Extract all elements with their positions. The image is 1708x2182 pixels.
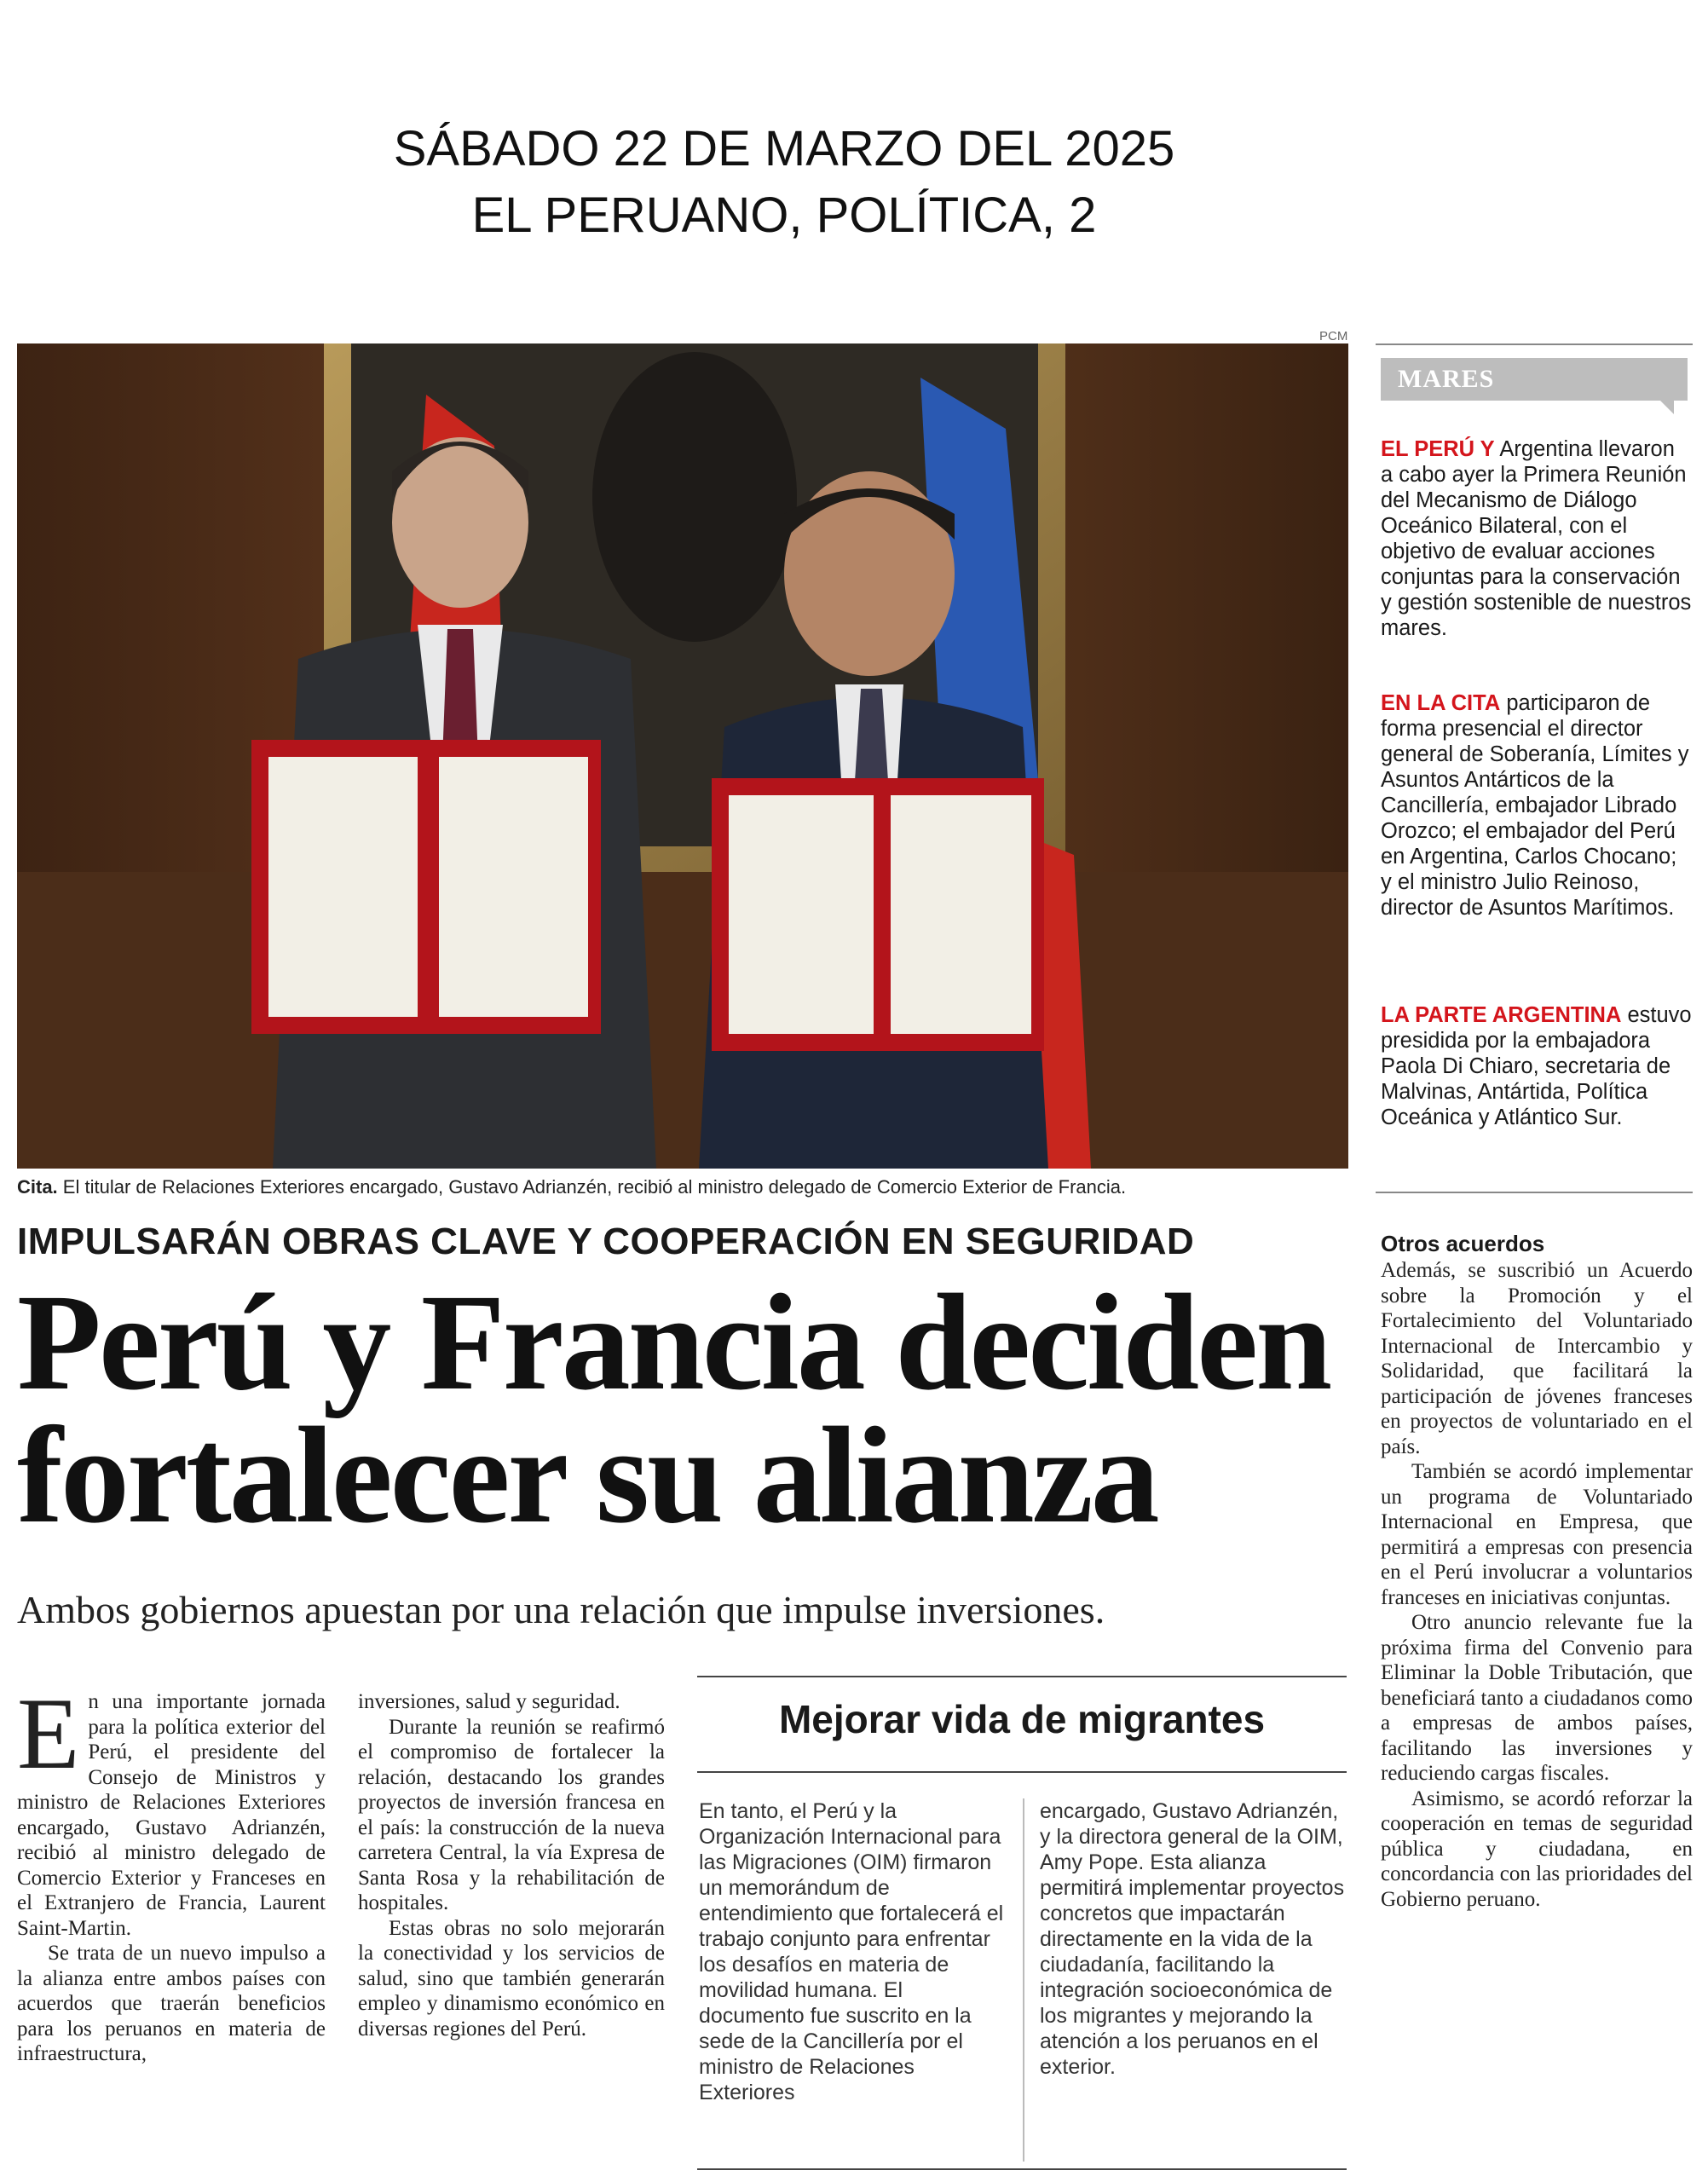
article-paragraph: inversiones, salud y seguridad. <box>358 1690 620 1713</box>
migrantes-column-2: encargado, Gustavo Adrianzén, y la directora general de la OIM, Amy Pope. Esta alianza permitirá implementar proyectos concretos que impactarán directamente en la vida de la ciudadanía, facilitando la integración socioeconómica de los migrantes y mejorando la atención a los peruanos en el exterior. <box>1040 1799 1345 2079</box>
mares-item-lead: EN LA CITA <box>1381 691 1501 715</box>
article-paragraph: Durante la reunión se reafirmó el compromiso de fortalecer la relación, destacando los grandes proyectos de inversión francesa en el país: la construcción de la nueva carretera Central, la vía Expresa de Santa Rosa y la rehabilitación de hospitales. <box>358 1715 665 1914</box>
headline-line-1: Perú y Francia deciden <box>17 1267 1330 1419</box>
article-paragraph: También se acordó implementar un programa de Voluntariado Internacional en Empresa, que permitirá a empresas con presencia en el Perú involucrar a voluntarios franceses en iniciativas conjuntas. <box>1381 1460 1693 1609</box>
article-kicker: IMPULSARÁN OBRAS CLAVE Y COOPERACIÓN EN SEGURIDAD <box>17 1221 1195 1262</box>
mares-item <box>1381 690 1693 921</box>
article-column-1 <box>17 1677 326 2067</box>
mares-tab <box>1381 358 1688 401</box>
article-headline <box>17 1267 1364 1552</box>
paragraph-text: n una importante jornada para la política exterior del Perú, el presidente del Consejo de Ministros y ministro de Relaciones Exteriores encargado, Gustavo Adrianzén, recibió al ministro delegado de Comercio Exterior y Franceses en el Extranjero de Francia, Laurent Saint-Martin. <box>17 1690 326 1940</box>
headline-line-2: fortalecer su alianza <box>17 1400 1157 1552</box>
sidebar-top-rule <box>1376 343 1693 345</box>
article-paragraph: Estas obras no solo mejorarán la conectividad y los servicios de salud, sino que también generarán empleo y dinamismo económico en diversas regiones del Perú. <box>358 1916 665 2041</box>
article-paragraph: Además, se suscribió un Acuerdo sobre la Promoción y el Fortalecimiento del Voluntariado Internacional de Intercambio y Solidaridad, que facilitará la participación de jóvenes franceses en proyectos de voluntariado en el país. <box>1381 1259 1693 1458</box>
photo-illustration <box>17 343 1348 1169</box>
mares-item-text: Argentina llevaron a cabo ayer la Primera Reunión del Mecanismo de Diálogo Oceánico Bilateral, con el objetivo de evaluar acciones conjuntas para la conservación y gestión sostenible de nuestros mares. <box>1381 437 1692 640</box>
news-photo <box>17 343 1348 1169</box>
article-paragraph: Otro anuncio relevante fue la próxima firma del Convenio para Eliminar la Doble Tributación, que beneficiará tanto a ciudadanos como a empresas de ambos países, facilitando las inversiones y reduciendo cargas fiscales. <box>1381 1611 1693 1785</box>
drop-cap: E <box>17 1677 80 1790</box>
migrantes-column-1: En tanto, el Perú y la Organización Internacional para las Migraciones (OIM) firmaron un memorándum de entendimiento que fortalecerá el trabajo conjunto para enfrentar los desafíos en materia de movilidad humana. El documento fue suscrito en la sede de la Cancillería por el ministro de Relaciones Exteriores <box>699 1799 1004 2104</box>
mares-item <box>1381 1002 1693 1130</box>
article-paragraph <box>17 1677 326 1941</box>
caption-label: Cita. <box>17 1176 58 1198</box>
tab-notch <box>1660 401 1674 414</box>
article-paragraph: Asimismo, se acordó reforzar la cooperación en temas de seguridad pública y ciudadana, en concordancia con las prioridades del Gobierno peruano. <box>1381 1787 1693 1911</box>
otros-acuerdos-heading: Otros acuerdos <box>1381 1231 1545 1256</box>
mares-tab-label: MARES <box>1398 365 1495 393</box>
box-top-rule <box>697 1676 1347 1677</box>
migrantes-box-title: Mejorar vida de migrantes <box>778 1697 1266 1741</box>
article-paragraph: Se trata de un nuevo impulso a la alianza entre ambos países con acuerdos que traerán beneficios para los peruanos en materia de infraestructura, <box>17 1942 326 2065</box>
article-subhead: Ambos gobiernos apuestan por una relación que impulse inversiones. <box>17 1588 1105 1631</box>
header-section: EL PERUANO, POLÍTICA, 2 <box>471 188 1097 243</box>
header-date: SÁBADO 22 DE MARZO DEL 2025 <box>393 121 1175 176</box>
mares-item-text: participaron de forma presencial el director general de Soberanía, Límites y Asuntos Antárticos de la Cancillería, embajador Librado Orozco; el embajador del Perú en Argentina, Carlos Chocano; y el ministro Julio Reinoso, director de Asuntos Marítimos. <box>1381 691 1689 920</box>
column-divider <box>1023 1798 1024 2162</box>
caption-text: El titular de Relaciones Exteriores encargado, Gustavo Adrianzén, recibió al ministro delegado de Comercio Exterior de Francia. <box>57 1176 1127 1198</box>
mares-item-lead: LA PARTE ARGENTINA <box>1381 1003 1622 1027</box>
mares-item-lead: EL PERÚ Y <box>1381 437 1495 461</box>
box-title-rule <box>697 1771 1347 1773</box>
article-column-2 <box>358 1689 665 2041</box>
box-bottom-rule <box>697 2168 1347 2170</box>
mares-item <box>1381 436 1693 641</box>
photo-credit: PCM <box>1319 329 1348 343</box>
sidebar-bottom-rule <box>1376 1192 1693 1193</box>
photo-caption <box>17 1176 1355 1198</box>
page-header <box>0 116 1568 249</box>
otros-acuerdos-column <box>1381 1258 1693 1912</box>
mares-item-text: estuvo presidida por la embajadora Paola Di Chiaro, secretaria de Malvinas, Antártida, Política Oceánica y Atlántico Sur. <box>1381 1003 1692 1129</box>
